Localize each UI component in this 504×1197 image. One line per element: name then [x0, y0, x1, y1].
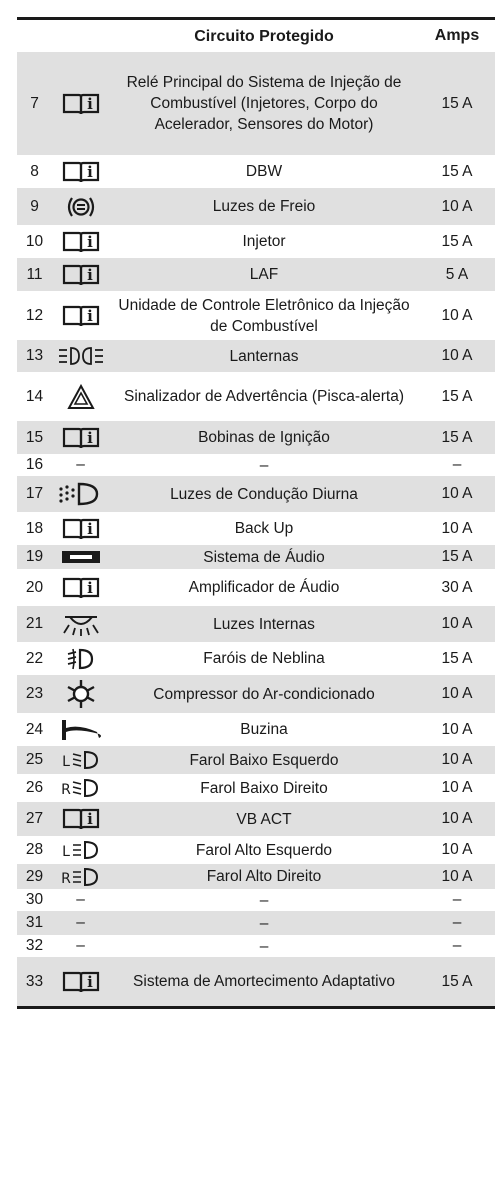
fuse-number: 25 [25, 751, 44, 768]
fuse-table [17, 17, 495, 1009]
manual-info-icon [52, 516, 109, 542]
fuse-amps: 10 A [441, 867, 473, 885]
svg-text:L: L [61, 844, 70, 860]
fuse-number: 14 [25, 387, 44, 405]
circuit-description: Luzes de Freio [212, 198, 316, 215]
table-header [17, 20, 495, 52]
fuse-number: 11 [26, 265, 43, 283]
svg-text:i: i [86, 94, 93, 113]
table-row [17, 258, 495, 291]
fuse-number: 33 [25, 972, 44, 990]
table-row [17, 372, 495, 421]
manual-info-icon [52, 575, 109, 601]
circuit-description: Sinalizador de Advertência (Pisca-alerta) [124, 388, 404, 405]
header-circuit: Circuito Protegido [194, 27, 334, 45]
fuse-number: 8 [30, 162, 39, 180]
fuse-amps: 10 A [441, 519, 473, 537]
circuit-description: Sistema de Amortecimento Adaptativo [133, 973, 395, 990]
table-bottom-rule [17, 1006, 495, 1009]
table-row [17, 188, 495, 225]
table-row [17, 291, 495, 340]
circuit-description: Relé Principal do Sistema de Injeção de Combustível (Injetores, Corpo do Acelerador, Sensores do Motor) [126, 74, 402, 133]
fuse-number: 9 [30, 197, 39, 215]
svg-text:i: i [86, 306, 93, 325]
fuse-number: 12 [25, 306, 44, 324]
fuse-amps: 15 A [441, 232, 473, 250]
table-row [17, 642, 495, 675]
fuse-number: 27 [25, 810, 44, 827]
fuse-number: 16 [25, 456, 44, 473]
manual-info-icon [52, 806, 109, 832]
header-amps: Amps [434, 27, 480, 44]
ac-compressor-icon [52, 679, 109, 709]
table-row [17, 155, 495, 188]
manual-info-icon [52, 303, 109, 329]
manual-info-icon [52, 425, 109, 451]
daytime-running-lights-icon [52, 481, 109, 507]
svg-text:i: i [86, 810, 93, 828]
manual-info-icon [52, 229, 109, 255]
parking-lights-icon [52, 344, 109, 368]
brake-warning-icon [52, 194, 109, 220]
fuse-number: 21 [25, 615, 44, 632]
circuit-description: – [259, 937, 269, 955]
fuse-amps: – [452, 937, 462, 954]
circuit-description: Luzes Internas [213, 615, 315, 633]
fuse-amps: 15 A [441, 94, 473, 112]
low-beam-left-icon [52, 749, 109, 771]
circuit-description: Faróis de Neblina [203, 650, 325, 667]
svg-text:i: i [86, 972, 93, 991]
circuit-description: Back Up [234, 520, 294, 537]
circuit-description: Sistema de Áudio [203, 548, 325, 566]
fuse-number: 29 [25, 867, 44, 885]
audio-system-icon [52, 550, 109, 564]
fuse-amps: – [452, 891, 462, 908]
circuit-description: Farol Baixo Direito [200, 779, 328, 797]
table-row [17, 476, 495, 512]
circuit-description: Farol Alto Direito [206, 868, 322, 885]
table-row [17, 746, 495, 774]
circuit-description: Compressor do Ar-condicionado [153, 685, 375, 703]
fuse-amps: 15 A [441, 972, 473, 990]
svg-text:i: i [86, 162, 93, 181]
fuse-number: 31 [25, 914, 44, 931]
fuse-amps: 10 A [441, 485, 473, 502]
fuse-amps: 30 A [441, 578, 473, 596]
circuit-description: Farol Baixo Esquerdo [189, 751, 339, 769]
svg-text:i: i [86, 519, 93, 538]
fuse-number: 32 [25, 937, 44, 954]
high-beam-right-icon [52, 866, 109, 888]
table-row [17, 836, 495, 864]
fuse-number: 26 [25, 779, 44, 796]
manual-info-icon [52, 969, 109, 995]
fuse-number: 17 [25, 485, 44, 502]
circuit-description: Lanternas [229, 347, 299, 365]
table-row [17, 935, 495, 957]
fuse-number: 19 [25, 548, 44, 565]
svg-text:i: i [86, 578, 93, 597]
table-row [17, 454, 495, 476]
circuit-description: Bobinas de Ignição [198, 429, 330, 446]
fuse-amps: 10 A [441, 841, 473, 858]
circuit-description: Farol Alto Esquerdo [195, 841, 333, 859]
circuit-description: – [259, 891, 269, 909]
icon-placeholder: – [76, 937, 85, 954]
circuit-description: Amplificador de Áudio [188, 579, 340, 596]
fuse-amps: – [452, 914, 462, 931]
table-row [17, 864, 495, 889]
fuse-number: 10 [25, 232, 44, 250]
svg-text:R: R [60, 782, 71, 798]
fuse-amps: 10 A [441, 685, 473, 702]
svg-text:i: i [86, 265, 93, 284]
manual-info-icon [52, 159, 109, 185]
fuse-number: 23 [25, 685, 44, 702]
fuse-number: 24 [25, 720, 44, 738]
hazard-triangle-icon [52, 384, 109, 410]
horn-icon [52, 718, 109, 742]
fuse-number: 30 [25, 891, 44, 908]
fuse-amps: 10 A [441, 779, 473, 796]
fuse-number: 13 [25, 347, 44, 364]
table-row [17, 545, 495, 569]
fuse-number: 22 [25, 649, 44, 667]
fuse-amps: 15 A [441, 162, 473, 180]
circuit-description: Luzes de Condução Diurna [170, 485, 358, 503]
svg-text:i: i [86, 232, 93, 251]
fuse-number: 7 [30, 94, 39, 112]
table-body [17, 52, 495, 1006]
table-row [17, 957, 495, 1006]
fuse-amps: 10 A [441, 306, 473, 324]
fuse-number: 20 [25, 578, 44, 596]
fuse-amps: 10 A [441, 720, 473, 738]
fuse-number: 15 [25, 428, 44, 446]
fuse-amps: 15 A [441, 428, 473, 446]
fuse-amps: – [452, 456, 462, 473]
fuse-amps: 15 A [441, 548, 473, 565]
fuse-amps: 10 A [441, 347, 473, 364]
fuse-amps: 10 A [441, 615, 473, 632]
manual-info-icon [52, 91, 109, 117]
circuit-description: Injetor [242, 233, 286, 250]
table-row [17, 675, 495, 713]
svg-text:L: L [61, 754, 70, 770]
fuse-amps: 10 A [441, 751, 473, 768]
icon-placeholder: – [76, 891, 85, 908]
fuse-amps: 5 A [445, 265, 469, 283]
fuse-amps: 15 A [441, 649, 473, 667]
fuse-number: 18 [25, 519, 44, 537]
circuit-description: – [259, 914, 269, 932]
fuse-amps: 15 A [441, 387, 473, 405]
table-row [17, 421, 495, 454]
fuse-number: 28 [25, 841, 44, 858]
table-row [17, 774, 495, 802]
table-row [17, 802, 495, 836]
table-row [17, 569, 495, 606]
interior-light-icon [52, 611, 109, 637]
svg-text:i: i [86, 428, 93, 447]
circuit-description: Buzina [240, 721, 288, 738]
table-row [17, 606, 495, 642]
table-row [17, 52, 495, 155]
table-row [17, 889, 495, 911]
circuit-description: – [259, 456, 269, 474]
high-beam-left-icon [52, 839, 109, 861]
circuit-description: DBW [245, 163, 283, 180]
table-row [17, 340, 495, 372]
circuit-description: LAF [249, 266, 279, 283]
table-row [17, 512, 495, 545]
table-row [17, 911, 495, 935]
fuse-amps: 10 A [441, 810, 473, 827]
circuit-description: VB ACT [236, 810, 292, 828]
table-row [17, 225, 495, 258]
fuse-amps: 10 A [441, 197, 473, 215]
table-row [17, 713, 495, 746]
icon-placeholder: – [76, 456, 85, 473]
manual-info-icon [52, 262, 109, 288]
low-beam-right-icon [52, 777, 109, 799]
icon-placeholder: – [76, 914, 85, 931]
circuit-description: Unidade de Controle Eletrônico da Injeção de Combustível [118, 296, 410, 335]
fog-light-icon [52, 647, 109, 671]
svg-text:R: R [60, 870, 71, 887]
